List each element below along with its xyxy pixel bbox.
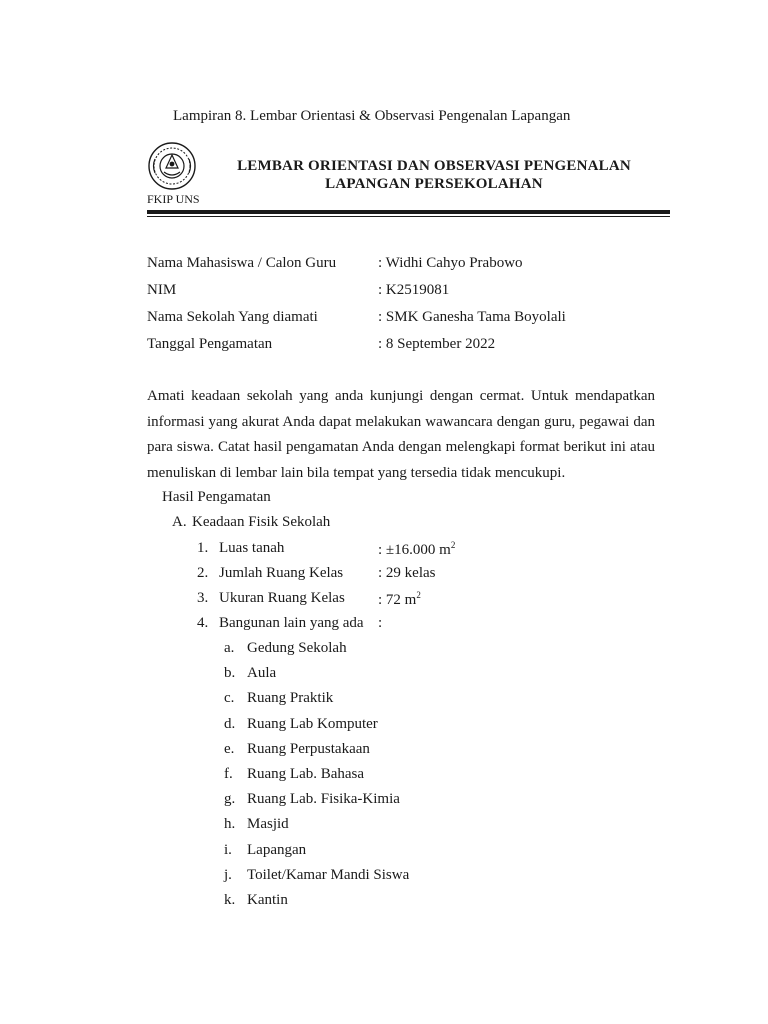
- building-name: Gedung Sekolah: [247, 640, 347, 656]
- item-number: 4.: [197, 615, 209, 631]
- building-letter: k.: [224, 892, 236, 908]
- building-letter: f.: [224, 766, 233, 782]
- section-a-title: Keadaan Fisik Sekolah: [192, 514, 331, 530]
- item-value-bangunan-lain: :: [378, 615, 383, 631]
- info-label-nama: Nama Mahasiswa / Calon Guru: [147, 255, 337, 271]
- document-title-line-2: LAPANGAN PERSEKOLAHAN: [325, 176, 543, 192]
- item-label-jumlah-ruang-kelas: Jumlah Ruang Kelas: [219, 565, 344, 581]
- building-name: Ruang Lab. Bahasa: [247, 766, 365, 782]
- building-name: Ruang Praktik: [247, 690, 334, 706]
- info-label-nim: NIM: [147, 282, 177, 298]
- org-label: FKIP UNS: [147, 192, 200, 206]
- lampiran-caption: Lampiran 8. Lembar Orientasi & Observasi Pengenalan Lapangan: [173, 108, 571, 124]
- item-number: 3.: [197, 590, 209, 606]
- building-name: Ruang Lab Komputer: [247, 716, 378, 732]
- building-name: Ruang Lab. Fisika-Kimia: [247, 791, 400, 807]
- item-number: 1.: [197, 540, 209, 556]
- item-value-jumlah-ruang-kelas: : 29 kelas: [378, 565, 436, 581]
- building-name: Masjid: [247, 816, 289, 832]
- building-letter: b.: [224, 665, 236, 681]
- building-name: Ruang Perpustakaan: [247, 741, 370, 757]
- building-name: Lapangan: [247, 842, 307, 858]
- building-letter: j.: [224, 867, 232, 883]
- building-letter: a.: [224, 640, 235, 656]
- item-label-luas-tanah: Luas tanah: [219, 540, 285, 556]
- item-value-luas-tanah: : ±16.000 $m^2$: [378, 540, 456, 558]
- item-label-bangunan-lain: Bangunan lain yang ada: [219, 615, 364, 631]
- instructions-paragraph: Amati keadaan sekolah yang anda kunjungi dengan cermat. Untuk mendapatkan informasi yang akurat Anda dapat melakukan wawancara dengan guru, pegawai dan para siswa. Catat hasil pengamatan Anda dengan melengkapi format berikut ini atau menuliskan di lembar lain bila tempat yang tersedia tidak mencukupi.: [147, 388, 655, 481]
- info-value-nama: : Widhi Cahyo Prabowo: [378, 255, 523, 271]
- superscript: 2: [450, 540, 456, 550]
- header-divider-thin: [147, 216, 670, 217]
- building-letter: i.: [224, 842, 232, 858]
- superscript: 2: [416, 590, 421, 600]
- building-name: Kantin: [247, 892, 288, 908]
- building-letter: e.: [224, 741, 235, 757]
- building-letter: h.: [224, 816, 236, 832]
- item-value-ukuran-ruang-kelas: : 72 $m^2$: [378, 590, 421, 608]
- info-label-tanggal: Tanggal Pengamatan: [147, 336, 273, 352]
- item-label-ukuran-ruang-kelas: Ukuran Ruang Kelas: [219, 590, 345, 606]
- building-name: Aula: [247, 665, 277, 681]
- section-a-marker: A.: [172, 514, 187, 530]
- uns-logo-icon: [147, 141, 197, 191]
- building-name: Toilet/Kamar Mandi Siswa: [247, 867, 410, 883]
- info-value-tanggal: : 8 September 2022: [378, 336, 496, 352]
- info-label-sekolah: Nama Sekolah Yang diamati: [147, 309, 318, 325]
- building-letter: c.: [224, 690, 235, 706]
- building-letter: g.: [224, 791, 236, 807]
- info-value-sekolah: : SMK Ganesha Tama Boyolali: [378, 309, 566, 325]
- document-title-line-1: LEMBAR ORIENTASI DAN OBSERVASI PENGENALAN: [237, 158, 631, 174]
- item-number: 2.: [197, 565, 209, 581]
- info-value-nim: : K2519081: [378, 282, 450, 298]
- header-divider-thick: [147, 210, 670, 214]
- hasil-heading: Hasil Pengamatan: [162, 489, 271, 505]
- building-letter: d.: [224, 716, 236, 732]
